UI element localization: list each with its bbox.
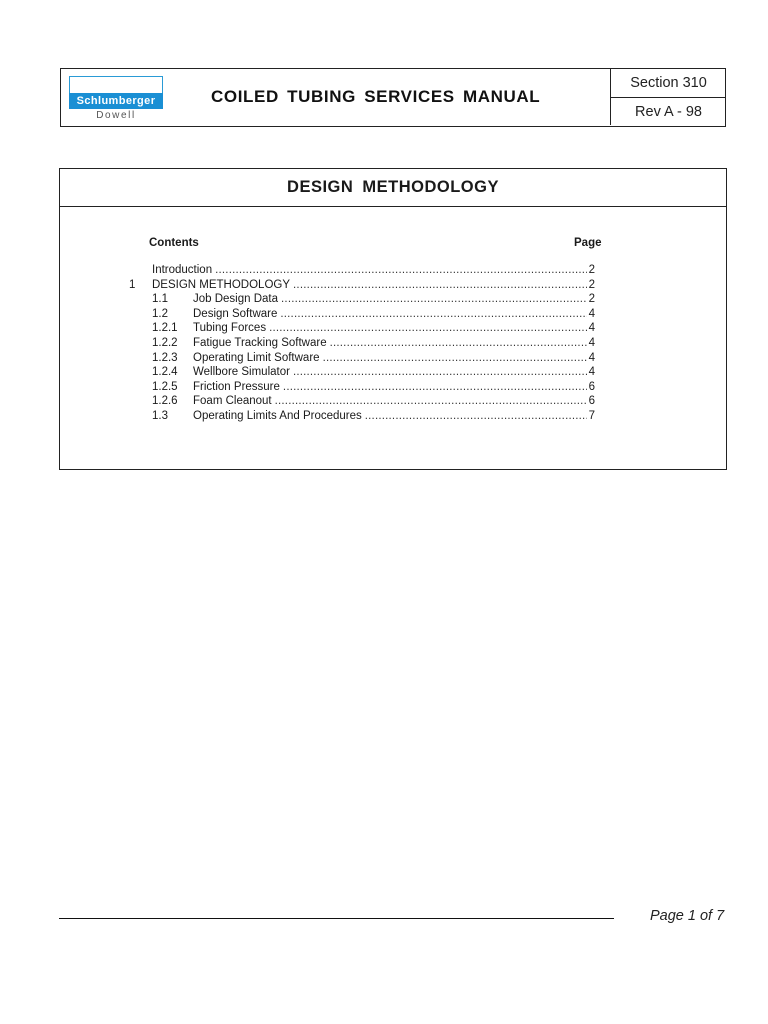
table-of-contents <box>60 263 726 424</box>
toc-entry[interactable] <box>60 380 726 395</box>
toc-page-number: 7 <box>588 409 595 422</box>
toc-line <box>193 380 595 395</box>
toc-section-number: 1.2.6 <box>152 395 178 408</box>
toc-page-number: 4 <box>588 336 595 349</box>
toc-line <box>193 321 595 336</box>
toc-leader-dots <box>269 321 587 336</box>
toc-line <box>193 307 595 322</box>
toc-entry[interactable] <box>60 292 726 307</box>
section-number: Section 310 <box>611 69 726 98</box>
company-logo <box>69 76 163 120</box>
toc-page-number: 2 <box>588 264 595 276</box>
contents-box <box>59 168 727 470</box>
footer-rule <box>59 918 614 919</box>
toc-entry[interactable] <box>60 365 726 380</box>
revision-number: Rev A - 98 <box>635 104 702 120</box>
toc-title: Job Design Data <box>193 293 279 306</box>
revision-block <box>610 69 726 125</box>
toc-line <box>193 336 595 351</box>
toc-title: Friction Pressure <box>193 380 280 393</box>
toc-page-number: 4 <box>588 366 595 379</box>
toc-page-number: 4 <box>588 322 595 335</box>
logo-subtitle: Dowell <box>96 110 136 121</box>
toc-entry[interactable] <box>60 336 726 351</box>
toc-leader-dots <box>293 278 587 293</box>
toc-entry[interactable] <box>60 263 726 278</box>
toc-title: DESIGN METHODOLOGY <box>152 278 291 291</box>
toc-leader-dots <box>275 394 587 409</box>
toc-entry[interactable] <box>60 394 726 409</box>
toc-section-number: 1.2 <box>152 307 168 320</box>
toc-leader-dots <box>281 292 587 307</box>
toc-title: Wellbore Simulator <box>193 366 290 379</box>
toc-line <box>193 365 595 380</box>
toc-line <box>193 394 595 409</box>
toc-leader-dots <box>330 336 587 351</box>
section-title: DESIGN METHODOLOGY <box>60 169 726 207</box>
toc-line <box>193 292 595 307</box>
contents-heading: Contents <box>149 237 199 249</box>
toc-line <box>193 351 595 366</box>
toc-section-number: 1.2.5 <box>152 380 178 393</box>
toc-title: Foam Cleanout <box>193 395 272 408</box>
toc-leader-dots <box>280 307 586 322</box>
toc-leader-dots <box>215 263 586 278</box>
toc-page-number: 2 <box>588 278 595 291</box>
page-heading: Page <box>574 237 602 249</box>
toc-section-number: 1.2.2 <box>152 336 178 349</box>
toc-title: Introduction <box>152 264 213 276</box>
toc-section-number: 1.2.1 <box>152 322 178 335</box>
toc-line <box>152 263 595 278</box>
toc-section-number: 1.3 <box>152 409 168 422</box>
toc-entry[interactable] <box>60 307 726 322</box>
toc-entry[interactable] <box>60 321 726 336</box>
toc-entry[interactable] <box>60 278 726 293</box>
toc-chapter-number: 1 <box>129 278 136 291</box>
manual-title: COILED TUBING SERVICES MANUAL <box>211 87 541 106</box>
toc-entry[interactable] <box>60 351 726 366</box>
toc-section-number: 1.2.3 <box>152 351 178 364</box>
toc-entry[interactable] <box>60 409 726 424</box>
toc-section-number: 1.1 <box>152 293 168 306</box>
toc-leader-dots <box>293 365 587 380</box>
document-header <box>60 68 726 127</box>
toc-title: Fatigue Tracking Software <box>193 336 327 349</box>
toc-section-number: 1.2.4 <box>152 366 178 379</box>
toc-leader-dots <box>283 380 587 395</box>
toc-title: Operating Limits And Procedures <box>193 409 362 422</box>
toc-line <box>193 409 595 424</box>
logo-brand: Schlumberger <box>69 93 163 109</box>
toc-title: Tubing Forces <box>193 322 267 335</box>
toc-page-number: 6 <box>588 395 595 408</box>
toc-page-number: 2 <box>588 293 595 306</box>
page-number: Page 1 of 7 <box>650 908 725 924</box>
toc-page-number: 4 <box>588 351 595 364</box>
toc-line <box>152 278 595 293</box>
toc-page-number: 6 <box>588 380 595 393</box>
logo-frame <box>69 76 163 93</box>
toc-title: Operating Limit Software <box>193 351 320 364</box>
toc-page-number: 4 <box>588 307 595 320</box>
toc-leader-dots <box>365 409 587 424</box>
toc-leader-dots <box>323 351 587 366</box>
toc-title: Design Software <box>193 307 278 320</box>
